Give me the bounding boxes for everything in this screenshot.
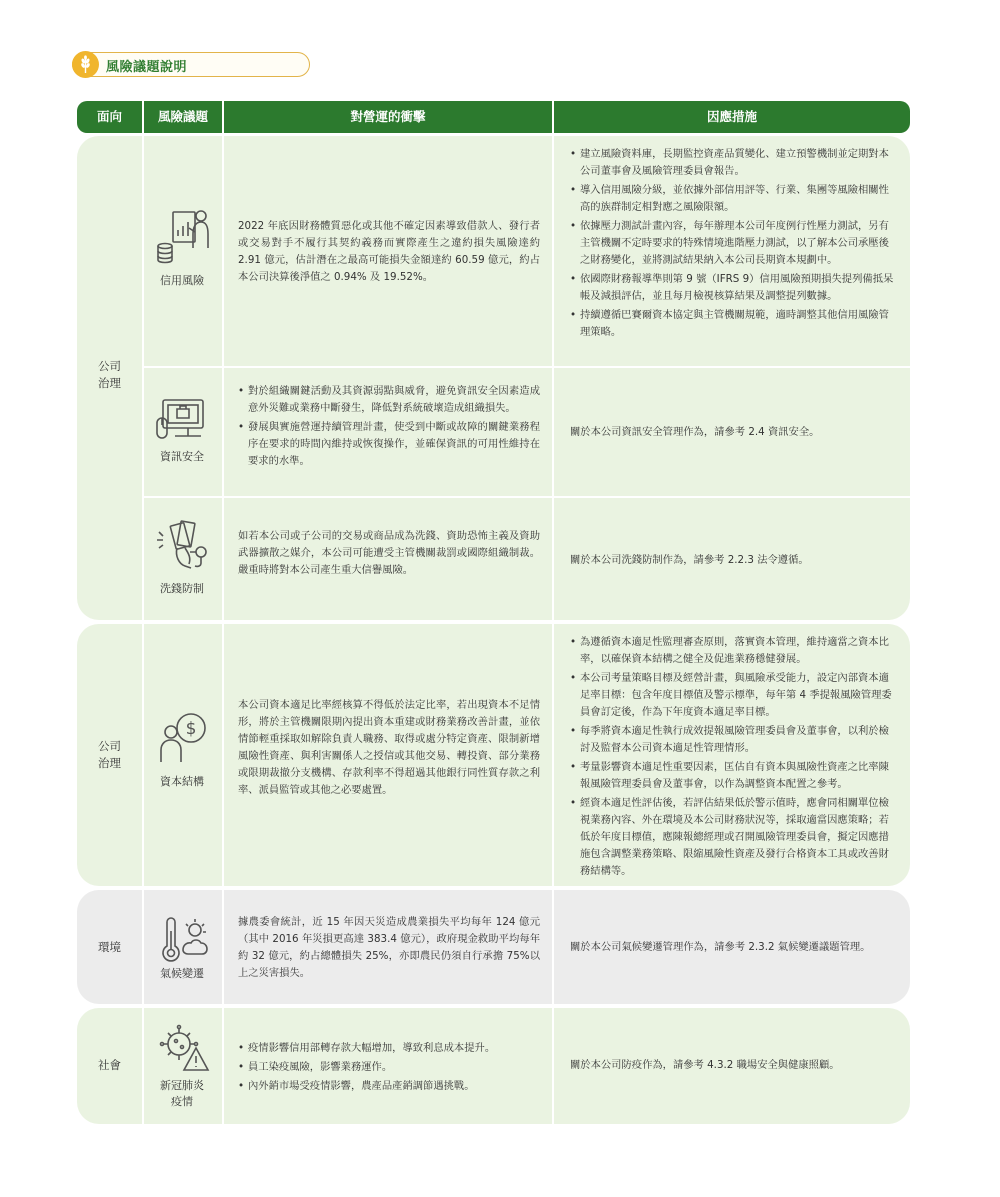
impact-climate: 據農委會統計，近 15 年因天災造成農業損失平均每年 124 億元（其中 2016 年災損更高達 383.4 億元），政府現金救助平均每年約 32 億元，約占總體損失 25%，亦即農民仍須自行承擔 75%以上之災害損失。 (238, 916, 540, 979)
header-aspect: 面向 (96, 109, 122, 124)
money-laundering-icon (155, 518, 213, 582)
list-item: • 對於組織關鍵活動及其資源弱點與威脅，避免資訊安全因素造成意外災難或業務中斷發生，降低對系統破壞造成組織損失。 (238, 383, 540, 417)
list-item: • 本公司考量策略目標及經營計畫，與風險承受能力，設定內部資本適足率目標：包含年度目標值及警示標準，每年第 4 季提報風險管理委員會訂定後，作為下年度資本適足率目標。 (570, 670, 895, 721)
section-badge (72, 52, 310, 77)
list-item: • 導入信用風險分級，並依據外部信用評等、行業、集團等風險相關性高的族群制定相對應之風險限額。 (570, 182, 895, 216)
measure-infosec: 關於本公司資訊安全管理作為，請參考 2.4 資訊安全。 (570, 426, 820, 438)
climate-change-icon (157, 916, 211, 970)
risk-label-credit: 信用風險 (160, 274, 204, 287)
aspect-label: 社會 (98, 1058, 121, 1072)
aspect-label: 公司 治理 (98, 739, 121, 770)
group-governance-1 (77, 136, 910, 620)
measure-climate: 關於本公司氣候變遷管理作為，請參考 2.3.2 氣候變遷議題管理。 (570, 941, 871, 953)
header-measures: 因應措施 (706, 109, 757, 124)
list-item: • 疫情影響信用部轉存款大幅增加，導致利息成本提升。 (238, 1040, 540, 1057)
risk-label-infosec: 資訊安全 (160, 450, 204, 463)
risk-label-covid: 新冠肺炎 疫情 (160, 1079, 204, 1108)
list-item: • 內外銷市場受疫情影響，農產品產銷調節遇挑戰。 (238, 1078, 540, 1095)
risk-label-climate: 氣候變遷 (160, 967, 204, 980)
list-item: • 建立風險資料庫，長期監控資產品質變化、建立預警機制並定期對本公司董事會及風險管理委員會報告。 (570, 146, 895, 180)
list-item: • 為遵循資本適足性監理審查原則，落實資本管理，維持適當之資本比率，以確保資本結構之健全及促進業務穩健發展。 (570, 634, 895, 668)
table-header (77, 101, 910, 133)
header-impact: 對營運的衝擊 (350, 109, 426, 124)
list-item: • 經資本適足性評估後，若評估結果低於警示值時，應會同相關單位檢視業務內容、外在環境及本公司財務狀況等，採取適當因應策略；若低於年度目標值，應陳報總經理或召開風險管理委員會，擬定因應措施包含調整業務策略、限縮風險性資產及發行合格資本工具或改善財務結構等。 (570, 795, 895, 880)
measures-credit (570, 146, 895, 343)
measures-capital (570, 634, 895, 882)
aspect-label: 公司 治理 (98, 359, 121, 390)
group-environment (77, 890, 910, 1004)
measure-aml: 關於本公司洗錢防制作為，請參考 2.2.3 法令遵循。 (570, 554, 809, 566)
group-society (77, 1008, 910, 1124)
svg-text:$: $ (185, 719, 197, 739)
impact-covid (238, 1040, 540, 1097)
impact-aml: 如若本公司或子公司的交易或商品成為洗錢、資助恐怖主義及資助武器擴散之媒介，本公司可能遭受主管機關裁罰或國際組織制裁。嚴重時將對本公司產生重大信譽風險。 (238, 530, 540, 576)
aspect-label: 環境 (98, 940, 121, 954)
computer-security-icon (155, 396, 209, 450)
capital-structure-icon (157, 710, 213, 770)
risk-label-aml: 洗錢防制 (160, 582, 204, 595)
list-item: • 依國際財務報導準則第 9 號（IFRS 9）信用風險預期損失提列備抵呆帳及減損評估，並且每月檢視核算結果及調整提列數據。 (570, 271, 895, 305)
header-risk: 風險議題 (157, 109, 208, 124)
covid-virus-icon (159, 1024, 211, 1078)
list-item: • 考量影響資本適足性重要因素，匡估自有資本與風險性資產之比率陳報風險管理委員會及董事會，以作為調整資本配置之參考。 (570, 759, 895, 793)
list-item: • 依據壓力測試計畫內容，每年辦理本公司年度例行性壓力測試，另有主管機關不定時要求的特殊情境進階壓力測試，以了解本公司承壓後之財務變化，並將測試結果納入本公司長期資本規劃中。 (570, 218, 895, 269)
impact-credit: 2022 年底因財務體質惡化或其他不確定因素導致借款人、發行者或交易對手不履行其契約義務而實際產生之違約損失風險達約 2.91 億元，估計潛在之最高可能損失金額達約 60.59 億元，約占本公司決算後淨值之 0.94% 及 19.52%。 (238, 220, 540, 283)
section-title: 風險議題說明 (106, 60, 188, 75)
list-item: • 每季將資本適足性執行成效提報風險管理委員會及董事會，以利於檢討及監督本公司資本適足性管理情形。 (570, 723, 895, 757)
credit-risk-icon (155, 206, 213, 272)
measure-covid: 關於本公司防疫作為，請參考 4.3.2 職場安全與健康照顧。 (570, 1059, 840, 1071)
risk-label-capital: 資本結構 (160, 775, 204, 788)
impact-infosec (238, 383, 540, 472)
wheat-icon (72, 51, 99, 78)
list-item: • 發展與實施營運持續管理計畫，使受到中斷或故障的關鍵業務程序在要求的時間內維持或恢復操作，並確保資訊的可用性維持在要求的水準。 (238, 419, 540, 470)
group-governance-2 (77, 624, 910, 886)
impact-capital: 本公司資本適足比率經核算不得低於法定比率，若出現資本不足情形，將於主管機關限期內提出資本重建或財務業務改善計畫，並依情節輕重採取如解除負責人職務、取得或處分特定資產、限制新增風險性資產、與利害關係人之授信或其他交易、轉投資、部分業務或限期裁撤分支機構、存款利率不得超過其他銀行同性質存款之利率、派員監管或其他之必要處置。 (238, 699, 540, 796)
list-item: • 持續遵循巴賽爾資本協定與主管機關規範，適時調整其他信用風險管理策略。 (570, 307, 895, 341)
list-item: • 員工染疫風險，影響業務運作。 (238, 1059, 540, 1076)
